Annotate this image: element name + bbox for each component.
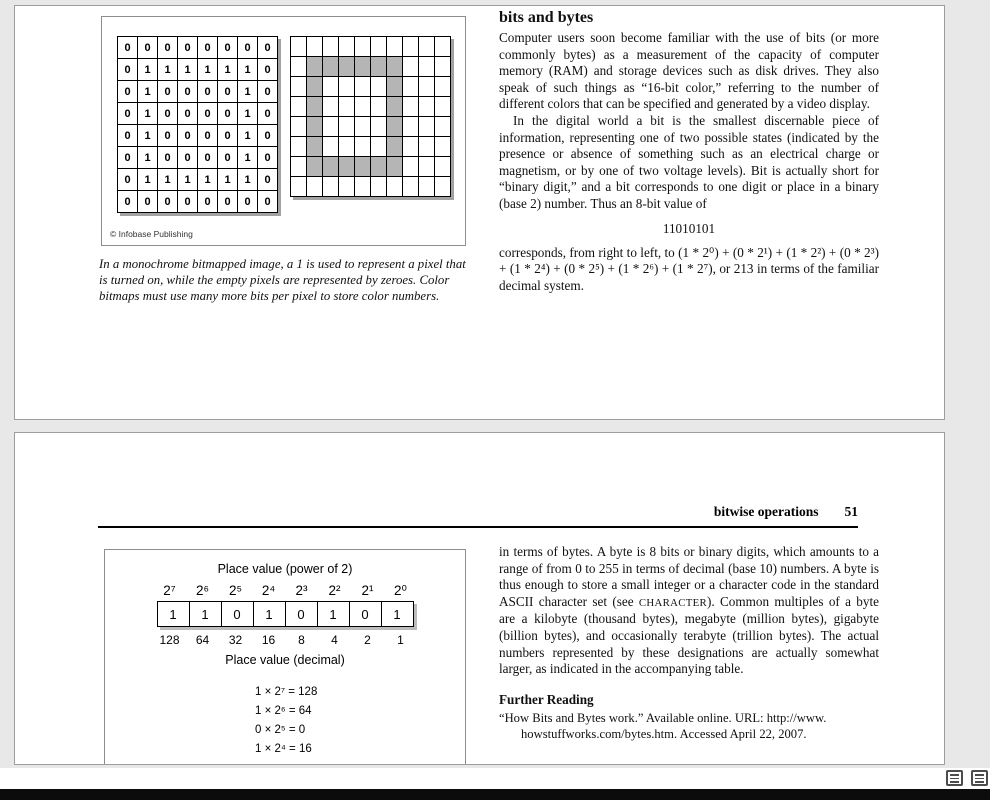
pixel-cell: [435, 117, 451, 137]
place-value-decimal: 128: [159, 633, 180, 647]
bit-cell: 0: [258, 59, 278, 81]
bit-cell: 1: [138, 169, 158, 191]
bit-cell: 1: [158, 169, 178, 191]
bit-cell: 1: [238, 59, 258, 81]
exponent-row: [105, 583, 465, 599]
bit-cell: 0: [218, 125, 238, 147]
bitmap-figure: [101, 16, 466, 246]
pixel-cell: [419, 37, 435, 57]
bit-cell: 1: [178, 59, 198, 81]
pixel-cell: [419, 77, 435, 97]
pixel-cell: [355, 77, 371, 97]
place-value-exponent: 2¹: [361, 583, 374, 598]
bit-cell: 0: [238, 191, 258, 213]
bit-cell: 0: [238, 37, 258, 59]
pixel-cell: [387, 117, 403, 137]
article-column-page1: [499, 9, 879, 294]
pixel-cell: [435, 37, 451, 57]
pixel-cell: [323, 77, 339, 97]
bit-cell: 0: [178, 103, 198, 125]
bit-grid: [117, 36, 278, 213]
body-paragraph: In the digital world a bit is the smallest discernable piece of information, representing one of two possible states (indicated by the presence or absence of something such as an electrical charge or magnetism, or by one of two voltage levels). Bit is actually short for “binary digit,” and a bit corresponds to one digit or place in a binary (base 2) number. Thus an 8-bit value of: [499, 112, 879, 211]
bit-cell: 0: [158, 125, 178, 147]
pixel-cell: [355, 57, 371, 77]
pixel-cell: [307, 97, 323, 117]
calculation-line: 1 × 2⁶ = 64: [255, 705, 312, 717]
bit-cell: 0: [118, 59, 138, 81]
page-1: [14, 5, 945, 420]
bit-box-row: [157, 601, 414, 627]
page-number: 51: [844, 504, 858, 519]
pixel-cell: [387, 37, 403, 57]
citation: [499, 710, 879, 742]
pixel-cell: [307, 37, 323, 57]
pixel-cell: [403, 97, 419, 117]
pixel-cell: [419, 97, 435, 117]
figure-credit: © Infobase Publishing: [110, 229, 193, 239]
bit-cell: 1: [138, 103, 158, 125]
pixel-cell: [323, 37, 339, 57]
pixel-cell: [387, 97, 403, 117]
bit-cell: 0: [118, 191, 138, 213]
pixel-cell: [307, 77, 323, 97]
pixel-cell: [371, 177, 387, 197]
pixel-cell: [403, 137, 419, 157]
citation-line: howstuffworks.com/bytes.htm. Accessed April 22, 2007.: [521, 727, 807, 742]
calculation-list: [255, 683, 465, 759]
bit-cell: 0: [218, 103, 238, 125]
bit-cell: 0: [178, 37, 198, 59]
pixel-cell: [339, 97, 355, 117]
paragraph-text: ). Common multiples of a byte are a kilobyte (thousand bytes), megabyte (million bytes), gigabyte (billion bytes), and occasionally terabyte (trillion bytes). The actual numbers represented by these designations are actually somewhat larger, as indicated in the accompanying table.: [499, 593, 879, 677]
body-paragraph: corresponds, from right to left, to (1 * 2⁰) + (0 * 2¹) + (1 * 2²) + (0 * 2³) + (1 * 2⁴) + (0 * 2⁵) + (1 * 2⁶) + (1 * 2⁷), or 213 in terms of the familiar decimal system.: [499, 244, 879, 293]
bit-cell: 1: [218, 169, 238, 191]
place-value-decimal: 8: [298, 633, 305, 647]
bit-cell: 0: [158, 37, 178, 59]
pixel-cell: [355, 177, 371, 197]
pixel-cell: [339, 177, 355, 197]
bit-cell: 1: [178, 169, 198, 191]
pixel-cell: [371, 137, 387, 157]
bit-cell: 1: [218, 59, 238, 81]
pixel-cell: [435, 57, 451, 77]
bit-cell: 1: [138, 59, 158, 81]
pixel-cell: [339, 37, 355, 57]
place-value-exponent: 2⁰: [394, 583, 407, 598]
place-value-bit-box: 1: [317, 601, 350, 627]
pixel-cell: [419, 157, 435, 177]
place-value-decimal: 1: [397, 633, 404, 647]
pixel-cell: [323, 57, 339, 77]
bit-cell: 0: [218, 81, 238, 103]
pixel-cell: [291, 77, 307, 97]
place-value-exponent: 2⁴: [261, 583, 276, 598]
calculation-line: 0 × 2⁵ = 0: [255, 724, 306, 736]
pixel-cell: [371, 97, 387, 117]
pixel-cell: [307, 57, 323, 77]
bit-cell: 0: [258, 81, 278, 103]
pixel-cell: [435, 77, 451, 97]
bit-cell: 0: [258, 37, 278, 59]
place-value-bit-box: 1: [381, 601, 414, 627]
bit-cell: 0: [198, 103, 218, 125]
bit-cell: 1: [138, 147, 158, 169]
bit-cell: 0: [178, 191, 198, 213]
bit-cell: 0: [138, 37, 158, 59]
bit-cell: 1: [238, 147, 258, 169]
pixel-cell: [307, 157, 323, 177]
pixel-cell: [323, 117, 339, 137]
bit-cell: 0: [198, 81, 218, 103]
pixel-cell: [307, 177, 323, 197]
bit-cell: 1: [238, 103, 258, 125]
pixel-cell: [291, 117, 307, 137]
pixel-cell: [387, 57, 403, 77]
bit-cell: 0: [218, 147, 238, 169]
pixel-cell: [403, 117, 419, 137]
place-value-exponent: 2⁷: [163, 583, 176, 598]
bit-cell: 0: [118, 147, 138, 169]
further-reading-heading: Further Reading: [499, 691, 594, 707]
pixel-cell: [419, 137, 435, 157]
place-value-decimal: 16: [261, 633, 276, 647]
pixel-cell: [291, 137, 307, 157]
place-value-decimal: 4: [331, 633, 338, 647]
pixel-cell: [339, 157, 355, 177]
running-head-title: bitwise operations: [713, 504, 819, 519]
bit-cell: 1: [158, 59, 178, 81]
page-2: [14, 432, 945, 765]
pixel-cell: [291, 157, 307, 177]
figure-caption: In a monochrome bitmapped image, a 1 is used to represent a pixel that is turned on, while the empty pixels are represented by zeroes. Color bitmaps must use many more bits per pixel to store color numbers.: [99, 257, 466, 304]
body-paragraph: Computer users soon become familiar with the use of bits (or more commonly bytes) as a measurement of the capacity of computer memory (RAM) and storage devices such as disk drives. They also speak of such things as “16-bit color,” referring to the number of different colors that can be specified and generated by a video display.: [499, 30, 879, 112]
pixel-cell: [403, 177, 419, 197]
bit-row-wrapper: [105, 601, 465, 627]
bit-cell: 0: [158, 191, 178, 213]
bit-cell: 0: [118, 103, 138, 125]
place-value-decimal: 64: [195, 633, 210, 647]
decimal-row: [105, 633, 465, 647]
pixel-cell: [387, 77, 403, 97]
bit-cell: 0: [158, 147, 178, 169]
pixel-cell: [355, 37, 371, 57]
bit-cell: 0: [158, 103, 178, 125]
bit-cell: 0: [198, 191, 218, 213]
bit-cell: 1: [238, 169, 258, 191]
bit-cell: 1: [198, 59, 218, 81]
pixel-cell: [419, 177, 435, 197]
pixel-cell: [355, 117, 371, 137]
pixel-cell: [371, 117, 387, 137]
pixel-cell: [371, 37, 387, 57]
bit-cell: 0: [198, 125, 218, 147]
place-value-bit-box: 1: [157, 601, 190, 627]
pixel-cell: [323, 97, 339, 117]
pixel-cell: [371, 157, 387, 177]
pixel-cell: [371, 57, 387, 77]
pixel-cell: [339, 137, 355, 157]
place-value-bit-box: 0: [285, 601, 318, 627]
calculation-line: 1 × 2⁷ = 128: [255, 686, 318, 698]
pixel-cell: [291, 57, 307, 77]
pixel-cell: [291, 37, 307, 57]
smallcaps-cross-reference: CHARACTER: [638, 596, 707, 609]
calculation-line: 1 × 2⁴ = 16: [255, 743, 312, 755]
bit-cell: 0: [118, 37, 138, 59]
pixel-cell: [387, 157, 403, 177]
pixel-cell: [419, 57, 435, 77]
article-column-page2: [499, 544, 879, 742]
pixel-cell: [387, 137, 403, 157]
pixel-cell: [355, 137, 371, 157]
pixel-cell: [355, 97, 371, 117]
pixel-cell: [339, 77, 355, 97]
pixel-grid: [290, 36, 451, 197]
pixel-cell: [291, 97, 307, 117]
bit-cell: 1: [198, 169, 218, 191]
bit-cell: 0: [218, 37, 238, 59]
binary-value: 11010101: [662, 220, 716, 236]
pixel-cell: [323, 137, 339, 157]
place-value-bit-box: 1: [253, 601, 286, 627]
place-value-exponent: 2⁶: [195, 583, 210, 598]
pixel-cell: [435, 137, 451, 157]
pixel-cell: [307, 137, 323, 157]
entry-heading: bits and bytes: [499, 9, 594, 26]
bit-cell: 0: [118, 169, 138, 191]
bit-cell: 0: [178, 147, 198, 169]
body-paragraph: [499, 544, 879, 678]
place-value-exponent: 2³: [295, 583, 308, 598]
place-value-decimal: 2: [364, 633, 371, 647]
bit-cell: 0: [178, 81, 198, 103]
taskbar: [0, 789, 990, 800]
pixel-cell: [371, 77, 387, 97]
pixel-cell: [435, 177, 451, 197]
pixel-cell: [355, 157, 371, 177]
pixel-cell: [403, 37, 419, 57]
pixel-cell: [307, 117, 323, 137]
citation-line: “How Bits and Bytes work.” Available online. URL: http://www.: [499, 711, 827, 726]
pixel-cell: [435, 97, 451, 117]
bit-cell: 0: [178, 125, 198, 147]
pixel-cell: [323, 157, 339, 177]
bit-cell: 1: [238, 81, 258, 103]
pixel-cell: [403, 57, 419, 77]
pixel-cell: [435, 157, 451, 177]
outline-panel-icon[interactable]: [946, 770, 963, 786]
pixel-cell: [339, 57, 355, 77]
notes-panel-icon[interactable]: [971, 770, 988, 786]
pixel-cell: [339, 117, 355, 137]
place-value-exponent: 2⁵: [228, 583, 243, 598]
bit-cell: 1: [138, 81, 158, 103]
pixel-cell: [403, 157, 419, 177]
bit-cell: 0: [258, 147, 278, 169]
pixel-cell: [403, 77, 419, 97]
bit-cell: 0: [218, 191, 238, 213]
place-value-figure: [104, 549, 466, 765]
bit-cell: 0: [118, 81, 138, 103]
paragraph-text: in terms of bytes. A byte is 8 bits or binary digits, which amounts to a range of from 0 to 255 in terms of decimal (base 10) numbers. A byte is thus enough to store a small integer or a character code in the standard ASCII character set (see: [499, 544, 879, 609]
pixel-cell: [291, 177, 307, 197]
bit-cell: 1: [238, 125, 258, 147]
running-head: [98, 504, 858, 520]
figure-title: Place value (power of 2): [217, 562, 353, 576]
running-head-rule: [98, 526, 858, 528]
pixel-cell: [387, 177, 403, 197]
pixel-cell: [419, 117, 435, 137]
bit-cell: 0: [258, 125, 278, 147]
bit-cell: 0: [118, 125, 138, 147]
status-bar: [0, 768, 990, 789]
place-value-bit-box: 0: [221, 601, 254, 627]
bit-cell: 0: [258, 191, 278, 213]
decimal-label: Place value (decimal): [225, 653, 345, 667]
place-value-decimal: 32: [228, 633, 243, 647]
pixel-cell: [323, 177, 339, 197]
bit-cell: 0: [198, 147, 218, 169]
bit-cell: 1: [138, 125, 158, 147]
place-value-bit-box: 0: [349, 601, 382, 627]
place-value-bit-box: 1: [189, 601, 222, 627]
place-value-exponent: 2²: [328, 583, 341, 598]
bit-cell: 0: [258, 103, 278, 125]
bit-cell: 0: [158, 81, 178, 103]
bit-cell: 0: [198, 37, 218, 59]
bit-cell: 0: [258, 169, 278, 191]
bit-cell: 0: [138, 191, 158, 213]
